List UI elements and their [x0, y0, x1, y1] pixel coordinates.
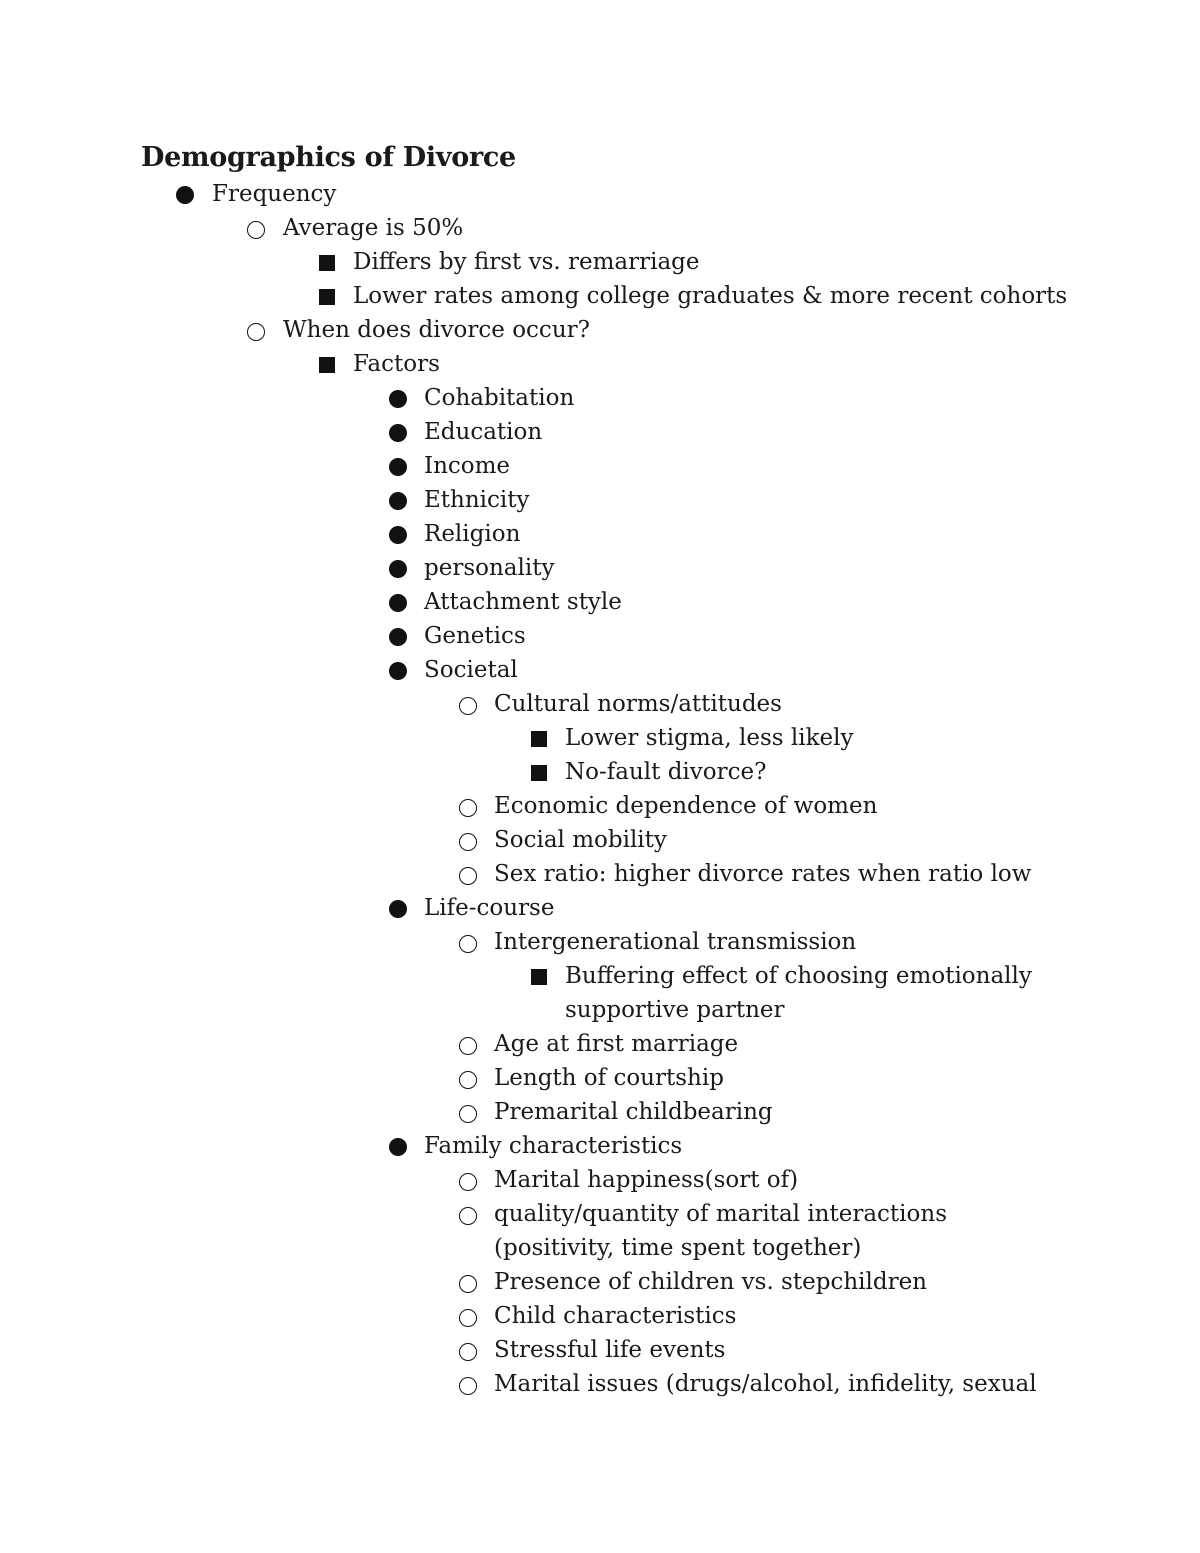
- list-item-text: Lower stigma, less likely: [565, 725, 854, 751]
- list-item-text: No-fault divorce?: [565, 759, 767, 785]
- circle-bullet-icon: [459, 1163, 479, 1197]
- list-item: [0, 347, 1200, 381]
- list-item-text: Lower rates among college graduates & more recent cohorts: [353, 283, 1068, 309]
- disc-bullet-icon: [389, 551, 409, 585]
- disc-bullet-icon: [389, 891, 409, 925]
- circle-bullet-icon: [459, 823, 479, 857]
- list-item: [0, 585, 1200, 619]
- list-item: [0, 1163, 1200, 1197]
- list-item-text: Stressful life events: [494, 1337, 726, 1363]
- list-item: [0, 415, 1200, 449]
- square-bullet-icon: [318, 245, 338, 279]
- list-item: [0, 381, 1200, 415]
- list-item-text: Child characteristics: [494, 1303, 737, 1329]
- list-item-text: Attachment style: [424, 589, 622, 615]
- list-item: [0, 687, 1200, 721]
- disc-bullet-icon: [389, 449, 409, 483]
- list-item-text: Intergenerational transmission: [494, 929, 857, 955]
- list-item-text: Societal: [424, 657, 518, 683]
- list-item: [0, 619, 1200, 653]
- list-item: [0, 1027, 1200, 1061]
- circle-bullet-icon: [459, 687, 479, 721]
- list-item-text: Premarital childbearing: [494, 1099, 773, 1125]
- list-item-text: Income: [424, 453, 511, 479]
- list-item-text: personality: [424, 555, 555, 581]
- list-item: [0, 211, 1200, 245]
- list-item: [0, 279, 1200, 313]
- circle-bullet-icon: [459, 1367, 479, 1401]
- disc-bullet-icon: [389, 653, 409, 687]
- circle-bullet-icon: [459, 1027, 479, 1061]
- list-item-text: Differs by first vs. remarriage: [353, 249, 700, 275]
- list-item: [0, 1299, 1200, 1333]
- disc-bullet-icon: [389, 517, 409, 551]
- list-item: [0, 653, 1200, 687]
- disc-bullet-icon: [389, 585, 409, 619]
- circle-bullet-icon: [247, 313, 267, 347]
- list-item: [0, 1129, 1200, 1163]
- list-item-text: Ethnicity: [424, 487, 530, 513]
- list-item-text: Presence of children vs. stepchildren: [494, 1269, 927, 1295]
- square-bullet-icon: [530, 959, 550, 993]
- list-item: [0, 1265, 1200, 1299]
- disc-bullet-icon: [389, 483, 409, 517]
- list-item: [0, 483, 1200, 517]
- list-item-text: Marital issues (drugs/alcohol, infidelity, sexual: [494, 1371, 1037, 1397]
- circle-bullet-icon: [247, 211, 267, 245]
- list-item-text: Education: [424, 419, 543, 445]
- circle-bullet-icon: [459, 1265, 479, 1299]
- list-item-text: Life-course: [424, 895, 555, 921]
- square-bullet-icon: [530, 721, 550, 755]
- list-item: [0, 823, 1200, 857]
- list-item: [0, 959, 1200, 1027]
- list-item: [0, 789, 1200, 823]
- disc-bullet-icon: [389, 1129, 409, 1163]
- list-item: [0, 925, 1200, 959]
- list-item: [0, 1061, 1200, 1095]
- list-item-text: Sex ratio: higher divorce rates when ratio low: [494, 861, 1032, 887]
- list-item-text: Cohabitation: [424, 385, 575, 411]
- list-item: [0, 857, 1200, 891]
- circle-bullet-icon: [459, 1333, 479, 1367]
- list-item-text: Age at first marriage: [494, 1031, 739, 1057]
- list-item-text: Frequency: [212, 181, 337, 207]
- list-item-text: Religion: [424, 521, 521, 547]
- circle-bullet-icon: [459, 1061, 479, 1095]
- list-item-text: Genetics: [424, 623, 526, 649]
- list-item: [0, 755, 1200, 789]
- disc-bullet-icon: [389, 415, 409, 449]
- list-item-text: Economic dependence of women: [494, 793, 878, 819]
- list-item: [0, 1333, 1200, 1367]
- list-item-text: Buffering effect of choosing emotionally supportive partner: [565, 963, 1032, 1023]
- list-item: [0, 721, 1200, 755]
- page-title: Demographics of Divorce: [141, 142, 516, 173]
- list-item: [0, 313, 1200, 347]
- list-item: [0, 177, 1200, 211]
- square-bullet-icon: [530, 755, 550, 789]
- list-item: [0, 1197, 1200, 1265]
- disc-bullet-icon: [389, 381, 409, 415]
- list-item: [0, 1367, 1200, 1401]
- list-item: [0, 517, 1200, 551]
- square-bullet-icon: [318, 279, 338, 313]
- list-item: [0, 891, 1200, 925]
- list-item-text: When does divorce occur?: [283, 317, 590, 343]
- circle-bullet-icon: [459, 789, 479, 823]
- disc-bullet-icon: [389, 619, 409, 653]
- disc-bullet-icon: [176, 177, 196, 211]
- list-item: [0, 551, 1200, 585]
- list-item-text: Marital happiness(sort of): [494, 1167, 799, 1193]
- square-bullet-icon: [318, 347, 338, 381]
- list-item: [0, 449, 1200, 483]
- circle-bullet-icon: [459, 1197, 479, 1231]
- circle-bullet-icon: [459, 925, 479, 959]
- circle-bullet-icon: [459, 1095, 479, 1129]
- list-item-text: Average is 50%: [283, 215, 464, 241]
- list-item-text: Family characteristics: [424, 1133, 683, 1159]
- list-item-text: Cultural norms/attitudes: [494, 691, 782, 717]
- circle-bullet-icon: [459, 1299, 479, 1333]
- list-item: [0, 1095, 1200, 1129]
- list-item: [0, 245, 1200, 279]
- list-item-text: Length of courtship: [494, 1065, 724, 1091]
- circle-bullet-icon: [459, 857, 479, 891]
- list-item-text: Factors: [353, 351, 440, 377]
- outline-list: [0, 177, 1200, 1401]
- list-item-text: quality/quantity of marital interactions (positivity, time spent together): [494, 1201, 947, 1261]
- list-item-text: Social mobility: [494, 827, 667, 853]
